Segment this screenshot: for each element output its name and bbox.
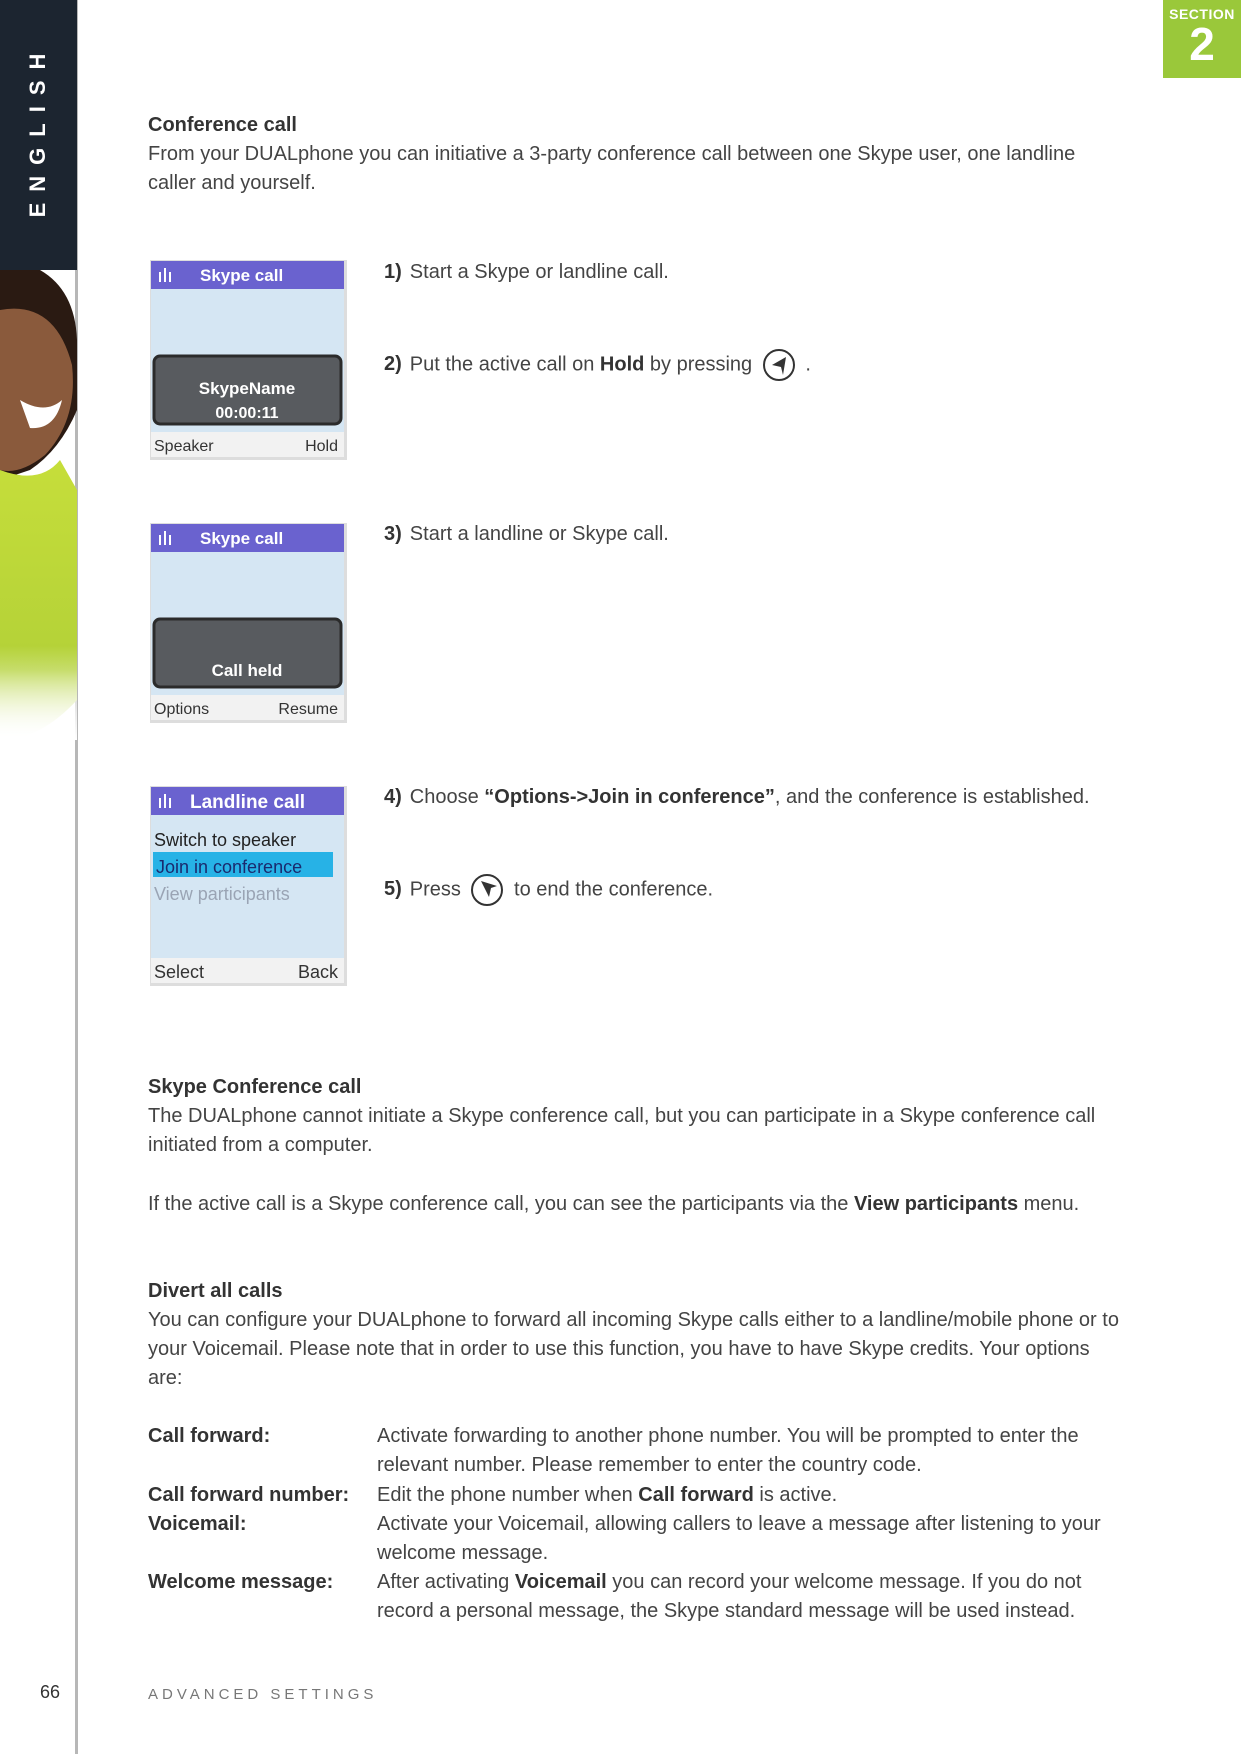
menu-item-switch-to-speaker: Switch to speaker [154, 830, 297, 850]
step-text-post: , and the conference is established. [774, 786, 1090, 808]
screen-header: Skype call [200, 266, 284, 285]
phone-screen-landline-menu [150, 786, 347, 986]
step-text: Start a Skype or landline call. [409, 261, 669, 283]
skype-conference-p2 [148, 1190, 1128, 1219]
step-number: 1) [384, 261, 402, 283]
call-status: Call held [211, 661, 283, 680]
step-2 [384, 348, 811, 382]
phone-screen-skype-call [150, 260, 347, 460]
soft-key-right: Back [297, 962, 338, 982]
step-text-post: to end the conference. [514, 878, 714, 901]
skype-conference-heading: Skype Conference call [148, 1076, 362, 1098]
step-text-post: by pressing [644, 353, 753, 376]
soft-key-left: Speaker [154, 438, 214, 455]
page-number: 66 [40, 1682, 61, 1702]
step-text-pre: Press [409, 878, 461, 901]
voicemail-term: Voicemail [514, 1571, 607, 1593]
divert-intro: You can configure your DUALphone to forward all incoming Skype calls either to a landline/mobile phone or to your Voicemail. Please note that in order to use this function, you have to have Skype credits. Your options are: [148, 1309, 1119, 1389]
step-text-bold: “Options->Join in conference” [484, 786, 775, 808]
step-text-bold: Hold [599, 353, 645, 376]
step-text: Start a landline or Skype call. [409, 523, 669, 545]
call-timer: 00:00:11 [215, 405, 279, 422]
phone-screen-call-held [150, 523, 347, 723]
conference-call-intro: From your DUALphone you can initiative a 3-party conference call between one Skype user, one landline caller and yourself. [148, 143, 1076, 194]
divert-heading: Divert all calls [148, 1280, 283, 1302]
step-1 [384, 261, 669, 284]
option-label-call-forward: Call forward: [148, 1425, 271, 1447]
step-number: 3) [384, 523, 402, 545]
conference-call-heading: Conference call [148, 114, 297, 136]
end-call-key-icon [470, 873, 504, 907]
step-5 [384, 873, 713, 907]
language-tab [0, 0, 77, 270]
step-number: 4) [384, 786, 402, 808]
language-label: ENGLISH [25, 42, 50, 218]
option-label-call-forward-number: Call forward number: [148, 1484, 350, 1506]
desc-post: is active. [753, 1484, 838, 1506]
option-desc-welcome-message [377, 1568, 1127, 1626]
desc-post: you can record your welcome message. If you do not record a personal message, the Skype standard message will be used instead. [377, 1571, 1082, 1622]
desc-pre: Edit the phone number when [377, 1484, 639, 1506]
menu-item-view-participants: View participants [154, 884, 290, 904]
soft-key-right: Hold [305, 438, 338, 455]
menu-item-join-in-conference: Join in conference [156, 857, 303, 877]
step-3 [384, 523, 669, 546]
option-desc-call-forward: Activate forwarding to another phone number. You will be prompted to enter the relevant number. Please remember to enter the country code. [377, 1425, 1079, 1476]
call-forward-term: Call forward [638, 1484, 754, 1506]
caller-name: SkypeName [198, 379, 296, 398]
option-desc-voicemail: Activate your Voicemail, allowing callers to leave a message after listening to your welcome message. [377, 1513, 1101, 1564]
p2-post: menu. [1018, 1193, 1080, 1215]
left-soft-key-icon [762, 348, 796, 382]
skype-conference-p1: The DUALphone cannot initiate a Skype conference call, but you can participate in a Skype conference call initiated from a computer. [148, 1105, 1096, 1156]
screen-header: Skype call [200, 529, 284, 548]
step-number: 2) [384, 353, 402, 376]
step-number: 5) [384, 878, 402, 901]
step-text-pre: Choose [409, 786, 485, 808]
option-desc-call-forward-number [377, 1481, 1127, 1510]
desc-pre: After activating [377, 1571, 515, 1593]
soft-key-right: Resume [278, 701, 338, 718]
woman-photo [0, 270, 77, 740]
section-badge [1163, 0, 1241, 78]
footer-section-title: ADVANCED SETTINGS [148, 1686, 378, 1703]
option-label-welcome-message: Welcome message: [148, 1571, 334, 1593]
soft-key-left: Select [154, 962, 205, 982]
step-text-end: . [805, 353, 811, 376]
soft-key-left: Options [154, 701, 210, 718]
screen-header: Landline call [190, 792, 306, 813]
view-participants-term: View participants [853, 1193, 1019, 1215]
step-text-pre: Put the active call on [409, 353, 600, 376]
section-label: SECTION [1169, 6, 1235, 22]
p2-pre: If the active call is a Skype conference call, you can see the participants via the [148, 1193, 854, 1215]
option-label-voicemail: Voicemail: [148, 1513, 247, 1535]
section-number: 2 [1189, 18, 1215, 70]
step-4 [384, 786, 1090, 809]
